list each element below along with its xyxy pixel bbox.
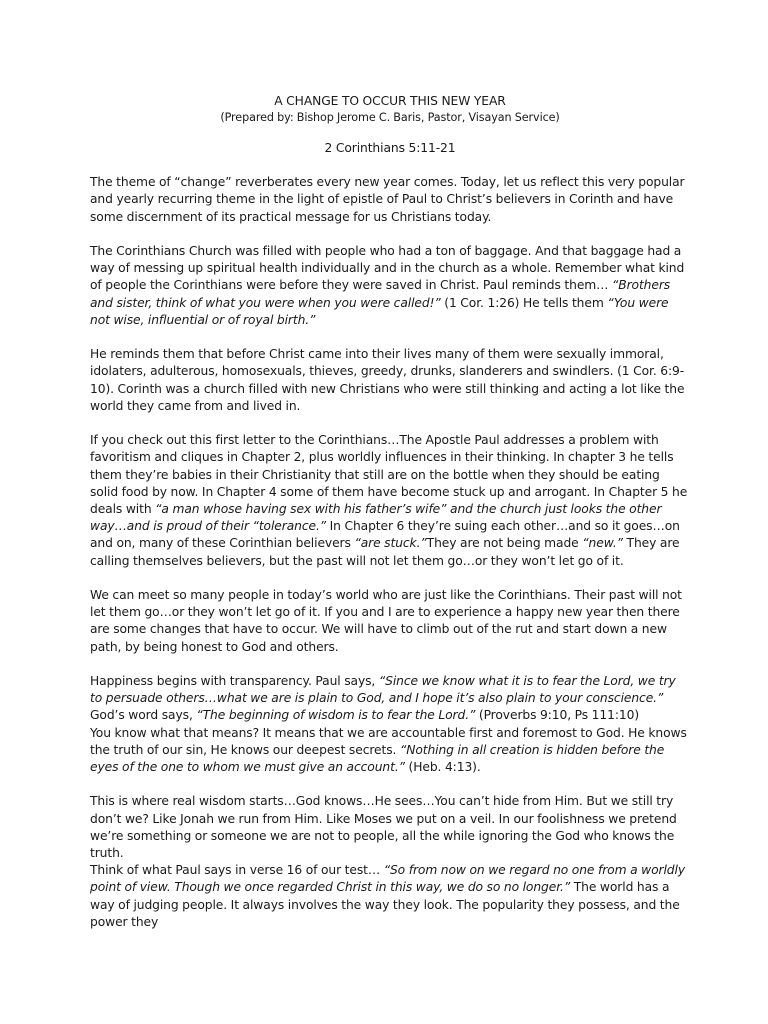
text-run: They are not being made	[426, 536, 583, 551]
text-run: (1 Cor. 1:26) He tells them	[440, 295, 608, 310]
text-run: In Chapter 6 they’re suing each other…and so it goes…on and on, many of these Corinthian believers	[90, 519, 680, 551]
text-run: If you check out this first letter to the Corinthians…The Apostle Paul addresses a problem with favoritism and cliques in Chapter 2, plus worldly influences in their thinking. In chapter 3 he tells them they’re babies in their Christianity that still are on the bottle when they should be eating solid food by now. In Chapter 4 some of them have become stuck up and arrogant. In Chapter 5 he deals with	[90, 433, 688, 517]
text-run: (Proverbs 9:10, Ps 111:10)	[475, 708, 640, 723]
paragraph-intro: The theme of “change” reverberates every new year comes. Today, let us reflect this very popular and yearly recurring theme in the light of epistle of Paul to Christ’s believers in Corinth and have some discernment of its practical message for us Christians today.	[90, 175, 685, 224]
quote-run: “The beginning of wisdom is to fear the Lord.”	[196, 708, 476, 723]
text-run: The world has a way of judging people. It always involves the way they look. The popularity they possess, and the power they	[90, 880, 680, 929]
paragraph-gods-word	[90, 707, 690, 724]
quote-run: “So from now on we regard no one from a worldly point of view. Though we once regarded Christ in this way, we do so no longer.”	[90, 863, 685, 895]
document-title: A CHANGE TO OCCUR THIS NEW YEAR	[274, 94, 506, 108]
text-run: They are calling themselves believers, but the past will not let them go…or they won’t let go of it.	[90, 536, 680, 568]
text-run: The Corinthians Church was filled with people who had a ton of baggage. And that baggage had a way of messing up spiritual health individually and in the church as a whole. Remember what kind of people the Corinthians were before they were saved in Christ. Paul reminds them…	[90, 244, 685, 293]
paragraph-first-letter	[90, 432, 690, 570]
quote-run: “Since we know what it is to fear the Lord, we try to persuade others…what we are is plain to God, and I hope it’s also plain to your conscience.”	[90, 674, 676, 706]
text-run: (Heb. 4:13).	[404, 760, 481, 775]
paragraph-todays-world: We can meet so many people in today’s world who are just like the Corinthians. Their past will not let them go…or they won’t let go of it. If you and I are to experience a happy new year then there are some changes that have to occur. We will have to climb out of the rut and start down a new path, by being honest to God and others.	[90, 588, 682, 654]
quote-run: “a man whose having sex with his father’s wife” and the church just looks the other way…and is proud of their “tolerance.”	[90, 502, 662, 534]
paragraph-accountable	[90, 725, 690, 777]
scripture-reference: 2 Corinthians 5:11-21	[324, 141, 456, 155]
text-run: Happiness begins with transparency. Paul says,	[90, 674, 379, 689]
quote-run: “Brothers and sister, think of what you were when you were called!”	[90, 278, 671, 310]
text-run: You know what that means? It means that we are accountable first and foremost to God. He knows the truth of our sin, He knows our deepest secrets.	[90, 725, 687, 757]
text-run: Think of what Paul says in verse 16 of our test…	[90, 863, 384, 878]
quote-run: “are stuck.”	[354, 536, 427, 551]
quote-run: “Nothing in all creation is hidden before the eyes of the one to whom we must give an account.”	[90, 742, 665, 775]
document-subtitle: (Prepared by: Bishop Jerome C. Baris, Pastor, Visayan Service)	[220, 111, 560, 124]
paragraph-transparency	[90, 673, 690, 707]
text-run: God’s word says,	[90, 708, 197, 723]
paragraph-real-wisdom: This is where real wisdom starts…God knows…He sees…You can’t hide from Him. But we still try don’t we? Like Jonah we run from Him. Like Moses we put on a veil. In our foolishness we pretend we’re something or someone we are not to people, all the while ignoring the God who knows the truth.	[90, 794, 677, 861]
quote-run: “You were not wise, influential or of royal birth.”	[90, 295, 669, 327]
paragraph-worldly-view	[90, 862, 690, 931]
document-body	[90, 93, 690, 931]
quote-run: “new.”	[582, 536, 623, 551]
paragraph-former-lives: He reminds them that before Christ came into their lives many of them were sexually immoral, idolaters, adulterous, homosexuals, thieves, greedy, drunks, slanderers and swindlers. (1 Cor. 6:9-10). Corinth was a church filled with new Christians who were still thinking and acting a lot like the world they came from and lived in.	[90, 347, 685, 413]
paragraph-corinthian-baggage	[90, 243, 690, 329]
